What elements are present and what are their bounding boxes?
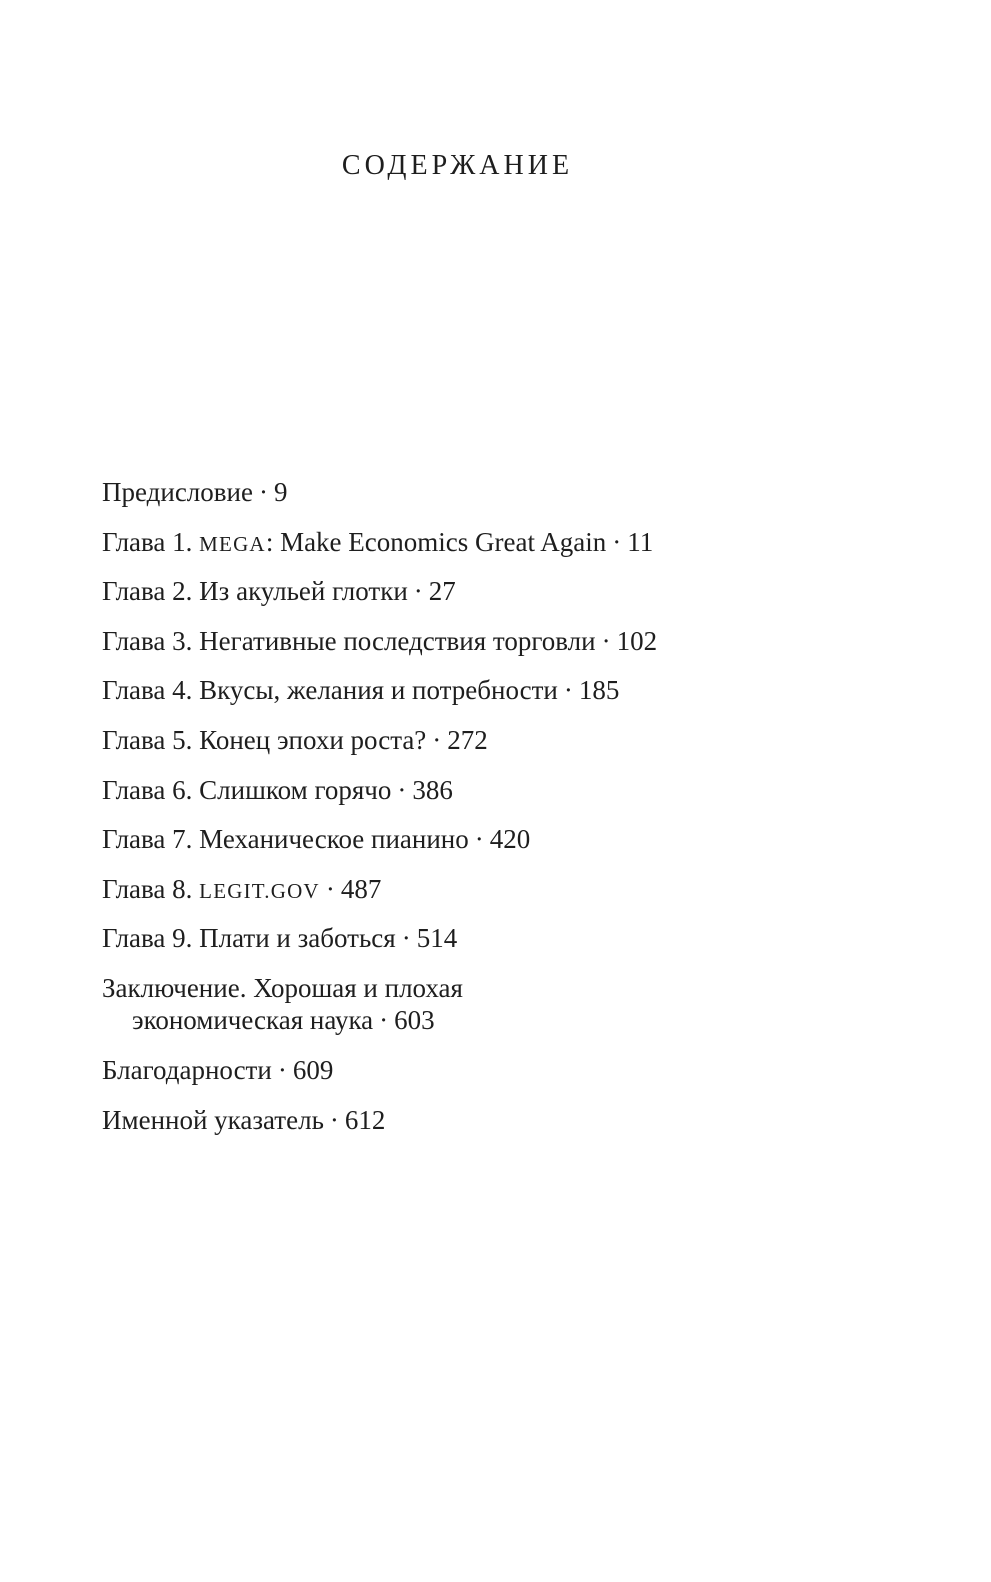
- entry-title: Именной указатель: [102, 1104, 324, 1135]
- entry-page: 185: [578, 675, 620, 706]
- separator-dot: ·: [612, 526, 622, 557]
- entry-prefix: Глава 5.: [102, 724, 200, 755]
- entry-prefix: Глава 9.: [102, 923, 200, 954]
- entry-title: Из акульей глотки: [199, 576, 408, 607]
- toc-entry-preface: [102, 476, 657, 526]
- toc-entry-chapter-7: [102, 823, 657, 873]
- entry-prefix: Глава 4.: [102, 675, 200, 706]
- toc-entry-acknowledgements: [102, 1054, 657, 1104]
- entry-title: Предисловие: [102, 477, 253, 507]
- entry-title: Механическое пианино: [199, 824, 469, 855]
- entry-page: 420: [489, 824, 531, 855]
- toc-entry-chapter-6: [102, 774, 657, 824]
- toc-entry-chapter-5: [102, 724, 657, 774]
- contents-title: СОДЕРЖАНИЕ: [341, 150, 574, 181]
- toc-entry-name-index: [102, 1104, 657, 1154]
- entry-page: 9: [273, 477, 288, 507]
- separator-dot: ·: [329, 1104, 339, 1135]
- separator-dot: ·: [413, 576, 423, 607]
- separator-dot: ·: [258, 477, 268, 507]
- toc-entry-chapter-4: [102, 674, 657, 724]
- toc-entry-chapter-1: [102, 526, 657, 576]
- entry-prefix: Глава 6.: [102, 774, 200, 805]
- entry-title: Конец эпохи роста?: [199, 724, 427, 755]
- separator-dot: ·: [432, 724, 442, 755]
- entry-title: : Make Economics Great Again: [265, 526, 607, 557]
- entry-title: Благодарности: [102, 1054, 272, 1085]
- entry-title: Вкусы, желания и потребности: [199, 675, 558, 706]
- entry-page: 612: [344, 1104, 386, 1135]
- toc-entry-chapter-8: [102, 873, 657, 923]
- toc-entry-conclusion: [102, 972, 657, 1054]
- separator-dot: ·: [277, 1054, 287, 1085]
- entry-prefix: Глава 2.: [102, 576, 200, 607]
- entry-prefix: Глава 3.: [102, 625, 200, 656]
- table-of-contents: [102, 476, 657, 1153]
- entry-caps: LEGIT.GOV: [199, 878, 320, 903]
- toc-entry-chapter-3: [102, 625, 657, 675]
- entry-page: 11: [627, 526, 654, 557]
- separator-dot: ·: [397, 774, 407, 805]
- entry-title: Негативные последствия торговли: [199, 625, 596, 656]
- entry-prefix: Глава 8.: [102, 873, 200, 904]
- separator-dot: ·: [601, 625, 611, 656]
- separator-dot: ·: [401, 923, 411, 954]
- entry-prefix: Глава 1.: [102, 526, 200, 557]
- toc-entry-chapter-9: [102, 922, 657, 972]
- entry-page: 609: [292, 1054, 334, 1085]
- entry-page: 514: [416, 923, 458, 954]
- entry-page: 27: [428, 576, 456, 607]
- separator-dot: ·: [563, 675, 573, 706]
- separator-dot: ·: [379, 1004, 389, 1035]
- entry-caps: MEGA: [199, 531, 266, 556]
- entry-title-line1: Заключение. Хорошая и плохая: [102, 972, 463, 1003]
- entry-prefix: Глава 7.: [102, 824, 200, 855]
- entry-title: Плати и заботься: [199, 923, 396, 954]
- toc-entry-chapter-2: [102, 575, 657, 625]
- entry-title-line2-wrap: [102, 1004, 657, 1036]
- entry-title-line2: экономическая наука: [132, 1004, 374, 1035]
- separator-dot: ·: [325, 873, 335, 904]
- entry-page: 272: [447, 724, 488, 755]
- entry-page: 487: [340, 873, 382, 904]
- entry-page: 102: [616, 625, 658, 656]
- entry-title: Слишком горячо: [199, 774, 392, 805]
- separator-dot: ·: [474, 824, 484, 855]
- entry-page: 603: [394, 1004, 435, 1035]
- entry-page: 386: [412, 774, 453, 805]
